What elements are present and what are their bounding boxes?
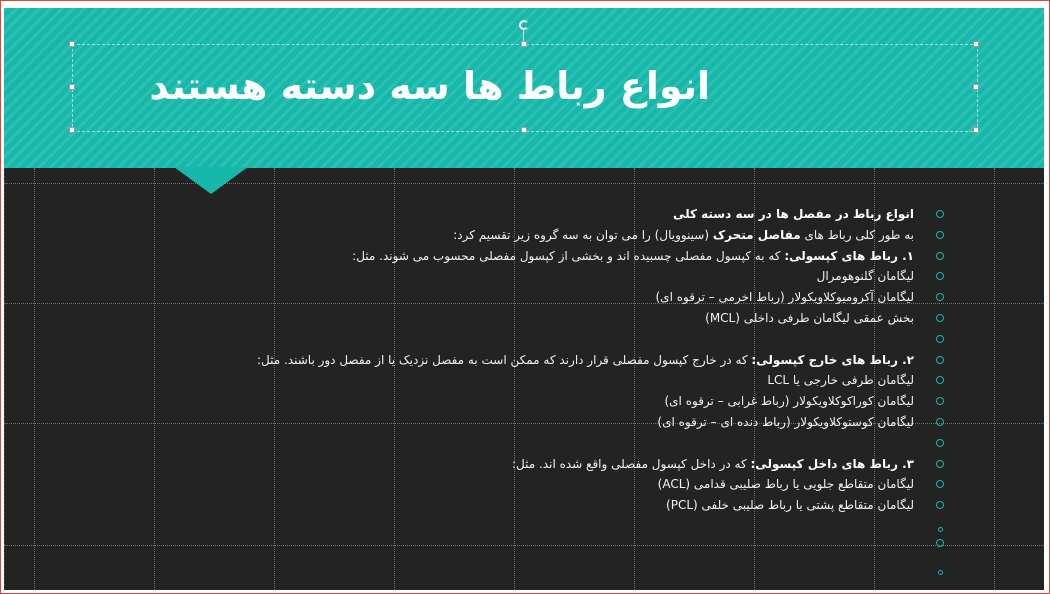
circle-bullet-icon (936, 293, 944, 301)
list-item[interactable] (657, 412, 914, 433)
list-item-text: که در داخل کپسول مفصلی واقع شده اند. مثل: (512, 456, 751, 471)
slide-title[interactable]: انواع رباط ها سه دسته هستند (149, 64, 710, 108)
list-item-text: به طور کلی رباط های (800, 227, 914, 242)
list-item[interactable] (512, 454, 914, 475)
list-item-text: که در خارج کپسول مفصلی قرار دارند که ممکن است به مفصل نزدیک یا از مفصل دور باشند. مثل: (257, 352, 752, 367)
resize-handle-right[interactable] (973, 84, 979, 90)
circle-bullet-icon (936, 460, 944, 468)
circle-bullet-icon (936, 356, 944, 364)
list-item-heading: ۳. رباط های داخل کپسولی: (750, 456, 914, 471)
list-item-text: لیگامان متقاطع پشتی یا رباط صلیبی خلفی (PCL) (666, 498, 914, 513)
circle-bullet-icon (936, 480, 944, 488)
resize-handle-bottom[interactable] (521, 127, 527, 133)
circle-bullet-icon (936, 539, 944, 547)
circle-bullet-icon (936, 439, 944, 447)
circle-bullet-icon (936, 272, 944, 280)
list-item-heading: ۱. رباط های کپسولی: (784, 248, 914, 263)
list-item-text: لیگامان متقاطع جلویی یا رباط صلیبی قدامی (ACL) (657, 477, 914, 492)
circle-bullet-icon (936, 210, 944, 218)
list-item-text: لیگامان کوستوکلاویکولار (رباط دنده ای – ترقوه ای) (657, 415, 914, 429)
list-item-heading: ۲. رباط های خارج کپسولی: (751, 352, 914, 367)
list-item[interactable] (705, 308, 914, 329)
list-item[interactable] (666, 495, 914, 516)
list-item-text: لیگامان طرفی خارجی یا LCL (767, 373, 914, 388)
content-placeholder[interactable] (4, 204, 1044, 584)
grid-line (4, 183, 1044, 184)
circle-bullet-icon (936, 418, 944, 426)
banner-notch (174, 167, 248, 194)
list-item-text: بخش عمقی لیگامان طرفی داخلی (MCL) (705, 311, 914, 325)
resize-handle-bottom-right[interactable] (973, 127, 979, 133)
resize-handle-top-left[interactable] (69, 41, 75, 47)
list-item[interactable] (658, 474, 914, 495)
list-item[interactable] (656, 287, 915, 308)
circle-bullet-icon (936, 397, 944, 405)
rotate-handle-icon[interactable] (519, 20, 529, 30)
circle-bullet-icon (936, 501, 944, 509)
list-item[interactable] (767, 370, 914, 391)
list-item[interactable] (352, 246, 914, 267)
list-item[interactable] (453, 225, 914, 246)
list-item[interactable] (664, 391, 914, 412)
circle-bullet-icon (938, 570, 943, 575)
list-item-text: که به کپسول مفصلی چسبیده اند و بخشی از کپسول مفصلی محسوب می شوند. مثل: (352, 248, 785, 263)
resize-handle-top[interactable] (521, 41, 527, 47)
list-item[interactable] (673, 204, 914, 225)
list-item-emphasis: مفاصل متحرک (712, 227, 801, 242)
list-item-text: (سینوویال) را می توان به سه گروه زیر تقسیم کرد: (453, 227, 713, 242)
circle-bullet-icon (938, 527, 943, 532)
list-item-text: لیگامان کوراکوکلاویکولار (رباط غرابی – ترقوه ای) (664, 394, 914, 409)
list-item-text: لیگامان گلنوهومرال (816, 269, 914, 284)
list-item[interactable] (817, 266, 914, 287)
list-item[interactable] (257, 350, 914, 371)
circle-bullet-icon (936, 335, 944, 343)
resize-handle-top-right[interactable] (973, 41, 979, 47)
list-item-heading: انواع رباط در مفصل ها در سه دسته کلی (672, 207, 914, 221)
circle-bullet-icon (936, 252, 944, 260)
slide-canvas[interactable] (4, 8, 1044, 590)
resize-handle-bottom-left[interactable] (69, 127, 75, 133)
circle-bullet-icon (936, 376, 944, 384)
circle-bullet-icon (936, 231, 944, 239)
list-item-text: لیگامان آکرومیوکلاویکولار (رباط اخرمی – ترقوه ای) (655, 290, 914, 305)
circle-bullet-icon (936, 314, 944, 322)
